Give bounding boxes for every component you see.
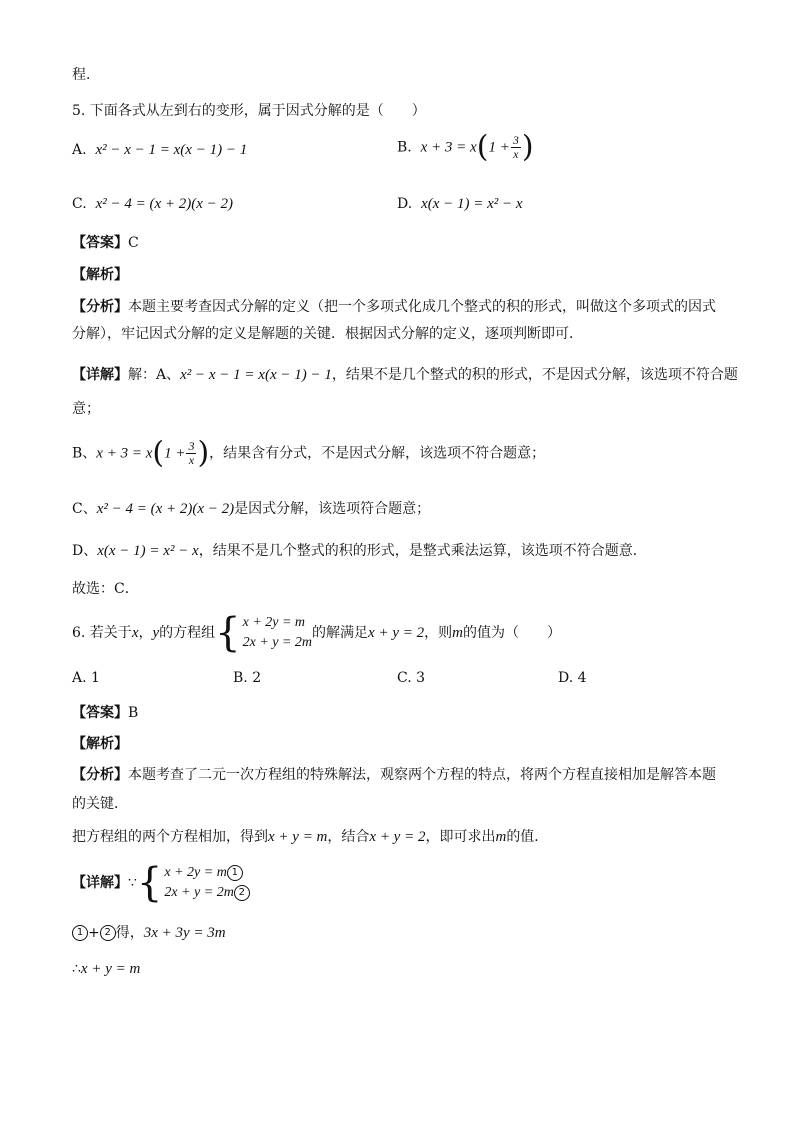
option-label: B. <box>397 139 412 156</box>
detail-text: ，结果不是几个整式的积的形式，不是因式分解，该选项不符合题 <box>331 367 738 383</box>
option-expression: x(x − 1) = x² − x <box>421 196 523 212</box>
q6-analysis-tag: 【解析】 <box>72 736 128 752</box>
fenxi-text: 本题考查了二元一次方程组的特殊解法，观察两个方程的特点，将两个方程直接相加是解答本题 <box>128 767 716 783</box>
left-paren: ( <box>152 435 165 471</box>
equation-2: 2x + y = 2m <box>164 885 234 900</box>
detail-expression: x² − x − 1 = x(x − 1) − 1 <box>180 367 332 383</box>
q5-option-d <box>397 196 523 213</box>
variable-m: m <box>495 829 507 845</box>
detail-inner: 1 + <box>164 445 186 462</box>
fenxi-text: 本题主要考查因式分解的定义（把一个多项式化成几个整式的积的形式，叫做这个多项式的因式 <box>128 299 716 315</box>
circled-two: 2 <box>234 885 250 901</box>
q5-fenxi-cont: 分解），牢记因式分解的定义是解题的关键．根据因式分解的定义，逐项判断即可． <box>72 326 583 342</box>
method-text: 把方程组的两个方程相加，得到 <box>72 829 268 845</box>
fraction-denominator: x <box>513 147 519 161</box>
fenxi-tag: 【分析】 <box>72 767 128 783</box>
fraction <box>511 134 521 161</box>
stem-text: ，则 <box>424 625 453 641</box>
right-paren: ) <box>521 129 534 165</box>
left-brace: { <box>215 610 241 656</box>
stem-text: 6. 若关于 <box>72 625 132 641</box>
stem-text: 的解满足 <box>312 625 369 641</box>
q5-detail-c <box>72 498 722 520</box>
q5-option-a <box>72 142 247 159</box>
circled-two: 2 <box>100 925 116 941</box>
fraction <box>186 440 196 467</box>
q6-method <box>72 826 722 848</box>
option-inner: 1 + <box>488 139 510 156</box>
detail-text: 是因式分解，该选项符合题意； <box>234 501 431 517</box>
detail-expression: x + 3 = x <box>96 445 153 462</box>
variable-m: m <box>452 625 463 641</box>
variable-y: y <box>152 625 160 641</box>
equation-system <box>215 610 313 656</box>
q5-stem: 5. 下面各式从左到右的变形，属于因式分解的是（ ） <box>72 103 426 119</box>
detail-expression: x(x − 1) = x² − x <box>97 543 199 559</box>
detail-tag: 【详解】 <box>72 367 128 383</box>
q5-option-c <box>72 196 233 213</box>
equation-1: x + 2y = m <box>242 615 306 630</box>
right-paren: ) <box>197 435 210 471</box>
detail-text: ，结果不是几个整式的积的形式，是整式乘法运算，该选项不符合题意． <box>198 543 647 559</box>
method-text: ，即可求出 <box>425 829 496 845</box>
option-label: D. <box>397 196 413 212</box>
step-text: 得， <box>115 925 144 941</box>
option-expression: x² − x − 1 = x(x − 1) − 1 <box>95 142 248 158</box>
answer-value: B <box>128 705 139 721</box>
q5-answer <box>72 232 722 254</box>
option-label: C. <box>72 196 87 212</box>
method-expression: x + y = m <box>268 829 328 845</box>
q6-fenxi <box>72 764 722 786</box>
method-text: 的值． <box>506 829 549 845</box>
fraction-numerator: 3 <box>512 133 519 147</box>
therefore-symbol: ∴ <box>72 961 81 977</box>
equation-2: 2x + y = 2m <box>242 635 313 650</box>
detail-text: C、 <box>72 501 97 517</box>
left-paren: ( <box>476 129 489 165</box>
plus-sign: + <box>88 925 100 941</box>
circled-one: 1 <box>72 925 88 941</box>
fenxi-tag: 【分析】 <box>72 299 128 315</box>
q6-option-b: B. 2 <box>233 670 262 686</box>
q5-analysis-tag: 【解析】 <box>72 267 128 283</box>
q6-fenxi-cont: 的关键． <box>72 796 128 812</box>
method-text: ，结合 <box>327 829 370 845</box>
q5-detail-a <box>72 364 738 386</box>
q5-conclusion: 故选：C． <box>72 581 139 597</box>
stem-text: ， <box>138 625 153 641</box>
option-expression: x² − 4 = (x + 2)(x − 2) <box>95 196 234 212</box>
option-expression: x + 3 = x <box>420 139 477 156</box>
circled-one: 1 <box>227 865 243 881</box>
q5-detail-d <box>72 540 722 562</box>
q5-option-b <box>397 129 534 165</box>
detail-text: B、 <box>72 445 97 462</box>
q6-option-c: C. 3 <box>397 670 426 686</box>
variable-x: x <box>131 625 139 641</box>
equation-1: x + 2y = m <box>164 865 227 880</box>
q5-detail-b <box>72 435 722 471</box>
q6-result <box>72 958 722 980</box>
q6-answer <box>72 702 722 724</box>
detail-text: D、 <box>72 543 98 559</box>
q5-detail-a-cont: 意； <box>72 401 100 417</box>
q6-option-a: A. 1 <box>72 670 100 686</box>
sum-expression: 3x + 3y = 3m <box>143 925 226 941</box>
condition-expression: x + y = 2 <box>368 625 425 641</box>
q6-detail <box>72 862 722 904</box>
result-expression: x + y = m <box>80 961 141 977</box>
q6-stem <box>72 612 722 654</box>
q6-sum-step <box>72 922 722 944</box>
q6-option-d: D. 4 <box>558 670 587 686</box>
equation-system <box>136 860 250 906</box>
stem-text: 的方程组 <box>159 625 216 641</box>
option-label: A. <box>72 142 87 158</box>
left-brace: { <box>136 860 163 906</box>
fraction-denominator: x <box>188 453 195 467</box>
continuation-text: 程． <box>72 67 100 83</box>
stem-text: 的值为（ ） <box>462 625 561 641</box>
because-symbol: ∵ <box>128 875 137 891</box>
detail-expression: x² − 4 = (x + 2)(x − 2) <box>96 501 235 517</box>
detail-text: 解：A、 <box>128 367 181 383</box>
method-expression: x + y = 2 <box>369 829 426 845</box>
q5-fenxi <box>72 296 722 318</box>
answer-value: C <box>128 235 139 251</box>
detail-text: ，结果含有分式，不是因式分解，该选项不符合题意； <box>209 445 546 462</box>
answer-tag: 【答案】 <box>72 235 128 251</box>
answer-tag: 【答案】 <box>72 705 128 721</box>
fraction-numerator: 3 <box>188 439 195 453</box>
detail-tag: 【详解】 <box>72 875 128 891</box>
